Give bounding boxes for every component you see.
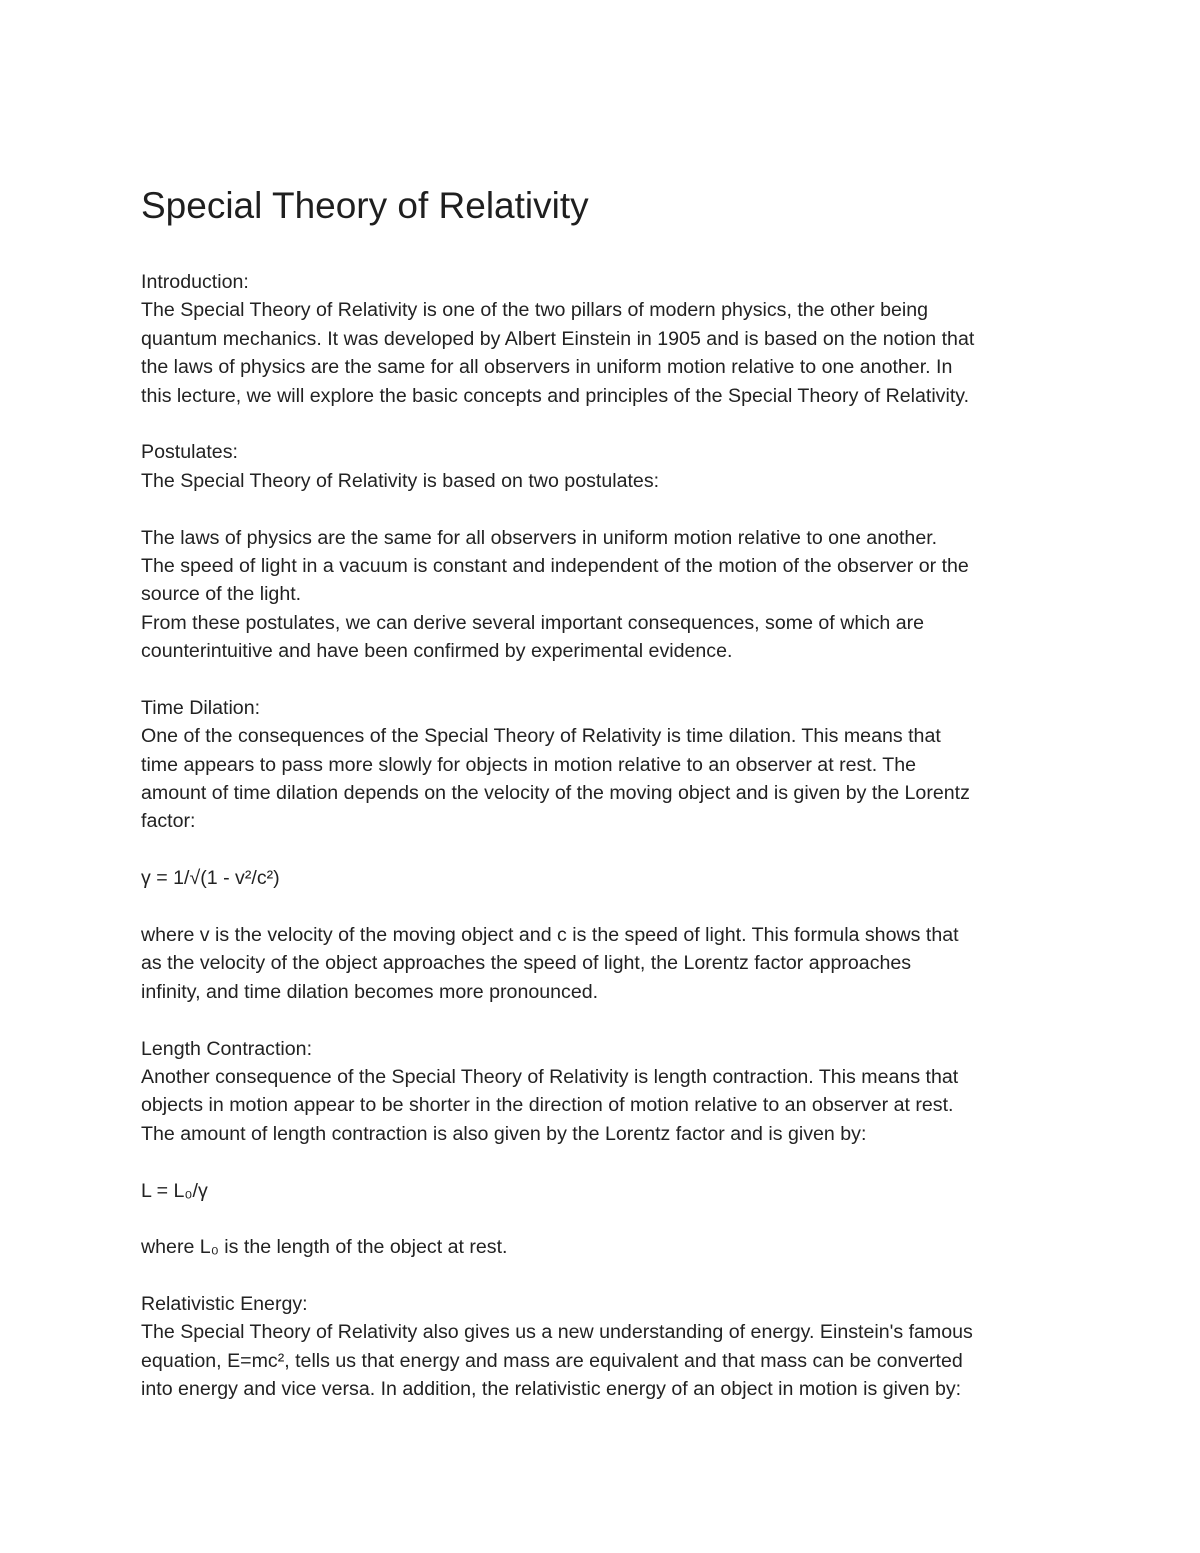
paragraph-line: The Special Theory of Relativity is based on two postulates:: [141, 469, 660, 492]
paragraph-line: From these postulates, we can derive several important consequences, some of which are: [141, 611, 925, 634]
section-heading-time-dilation: Time Dilation:: [141, 696, 261, 719]
paragraph-line: where L₀ is the length of the object at rest.: [141, 1236, 508, 1259]
length-contraction-formula: L = L₀/γ: [141, 1179, 208, 1202]
spacer: [141, 1205, 1076, 1233]
paragraph-line: this lecture, we will explore the basic concepts and principles of the Special Theory of Relativity.: [141, 384, 970, 407]
section-heading-introduction: Introduction:: [141, 271, 249, 293]
document-body: [141, 268, 1076, 1404]
postulate-line: source of the light.: [141, 583, 302, 606]
paragraph-line: The Special Theory of Relativity also gives us a new understanding of energy. Einstein's famous: [141, 1321, 973, 1344]
spacer: [141, 1006, 1076, 1034]
paragraph-line: amount of time dilation depends on the velocity of the moving object and is given by the Lorentz: [141, 782, 970, 805]
paragraph-line: into energy and vice versa. In addition, the relativistic energy of an object in motion is given by:: [141, 1378, 962, 1401]
spacer: [141, 410, 1076, 438]
lorentz-factor-formula: γ = 1/√(1 - v²/c²): [141, 867, 280, 890]
spacer: [141, 495, 1076, 523]
section-heading-relativistic-energy: Relativistic Energy:: [141, 1293, 308, 1316]
document-title: Special Theory of Relativity: [141, 185, 589, 226]
paragraph-line: the laws of physics are the same for all observers in uniform motion relative to one another. In: [141, 356, 953, 379]
postulate-line: The laws of physics are the same for all observers in uniform motion relative to one another.: [141, 526, 938, 549]
paragraph-line: objects in motion appear to be shorter in the direction of motion relative to an observer at rest.: [141, 1094, 954, 1117]
spacer: [141, 1262, 1076, 1290]
paragraph-line: counterintuitive and have been confirmed by experimental evidence.: [141, 640, 733, 663]
paragraph-line: Another consequence of the Special Theory of Relativity is length contraction. This means that: [141, 1065, 959, 1088]
spacer: [141, 1148, 1076, 1176]
paragraph-line: time appears to pass more slowly for objects in motion relative to an observer at rest. The: [141, 753, 917, 776]
paragraph-line: One of the consequences of the Special Theory of Relativity is time dilation. This means that: [141, 725, 941, 748]
paragraph-line: The amount of length contraction is also given by the Lorentz factor and is given by:: [141, 1122, 867, 1145]
paragraph-line: where v is the velocity of the moving object and c is the speed of light. This formula shows that: [141, 923, 959, 946]
paragraph-line: as the velocity of the object approaches the speed of light, the Lorentz factor approaches: [141, 952, 912, 975]
paragraph-line: quantum mechanics. It was developed by Albert Einstein in 1905 and is based on the notion that: [141, 327, 975, 350]
paragraph-line: The Special Theory of Relativity is one of the two pillars of modern physics, the other being: [141, 299, 929, 322]
spacer: [141, 893, 1076, 921]
spacer: [141, 836, 1076, 864]
postulate-line: The speed of light in a vacuum is constant and independent of the motion of the observer or the: [141, 554, 969, 577]
paragraph-line: factor:: [141, 810, 196, 833]
spacer: [141, 665, 1076, 693]
section-heading-length-contraction: Length Contraction:: [141, 1037, 313, 1060]
section-heading-postulates: Postulates:: [141, 441, 238, 464]
paragraph-line: equation, E=mc², tells us that energy and mass are equivalent and that mass can be converted: [141, 1349, 963, 1372]
paragraph-line: infinity, and time dilation becomes more pronounced.: [141, 980, 599, 1003]
